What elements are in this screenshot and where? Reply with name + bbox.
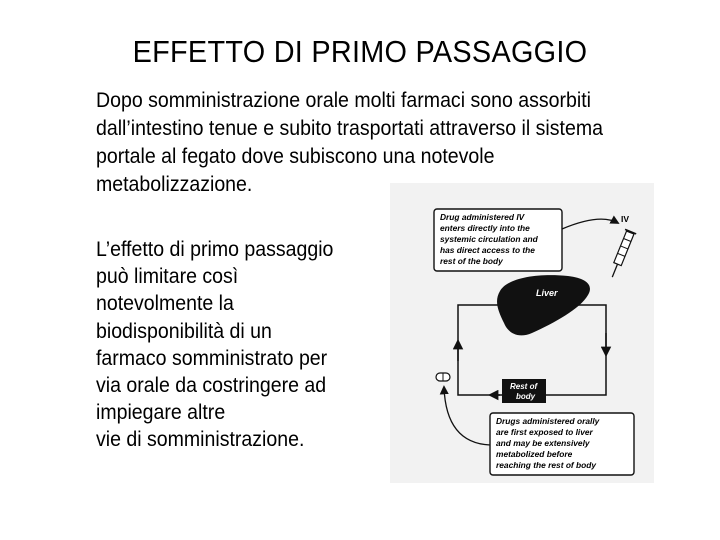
paragraph-line: vie di somministrazione. <box>96 428 305 452</box>
oral-box-line: are first exposed to liver <box>496 427 593 437</box>
oral-box-line: reaching the rest of body <box>496 460 597 470</box>
circulation-loop-right <box>542 388 606 395</box>
liver-label: Liver <box>536 288 558 298</box>
paragraph-line: può limitare così <box>96 265 239 289</box>
intro-line: dall’intestino tenue e subito trasportati attraverso il sistema <box>96 117 603 140</box>
diagram-svg <box>390 183 654 483</box>
first-pass-paragraph <box>96 236 396 454</box>
liver-shape <box>497 275 590 335</box>
iv-info-box <box>434 209 562 271</box>
rest-label-line: body <box>516 392 536 401</box>
iv-box-line: has direct access to the <box>440 245 535 255</box>
circulation-loop-left <box>458 385 500 395</box>
paragraph-line: impiegare altre <box>96 401 226 425</box>
iv-box-line: rest of the body <box>440 256 503 266</box>
paragraph-line: biodisponibilità di un <box>96 319 272 343</box>
slide-title: EFFETTO DI PRIMO PASSAGGIO <box>132 34 588 69</box>
paragraph-line: notevolmente la <box>96 292 234 316</box>
pill-icon <box>436 373 450 381</box>
paragraph-line: farmaco somministrato per <box>96 346 328 370</box>
first-pass-diagram <box>390 183 654 483</box>
intro-line: metabolizzazione. <box>96 173 253 196</box>
paragraph-line: L’effetto di primo passaggio <box>96 238 334 261</box>
oral-info-box <box>490 413 634 475</box>
syringe-icon <box>607 229 636 279</box>
intro-line: portale al fegato dove subiscono una notevole <box>96 145 495 168</box>
oral-box-line: Drugs administered orally <box>496 416 600 426</box>
intro-line: Dopo somministrazione orale molti farmaci sono assorbiti <box>96 89 591 112</box>
rest-label-line: Rest of <box>510 382 538 391</box>
iv-box-line: systemic circulation and <box>440 234 538 244</box>
oral-box-line: metabolized before <box>496 449 573 459</box>
rest-of-body-box <box>502 379 546 403</box>
iv-pointer-arrow <box>562 219 618 229</box>
oral-box-line: and may be extensively <box>496 438 590 448</box>
iv-box-line: Drug administered IV <box>440 212 525 222</box>
iv-label: IV <box>621 214 630 224</box>
paragraph-line: via orale da costringere ad <box>96 374 327 398</box>
iv-box-line: enters directly into the <box>440 223 530 233</box>
